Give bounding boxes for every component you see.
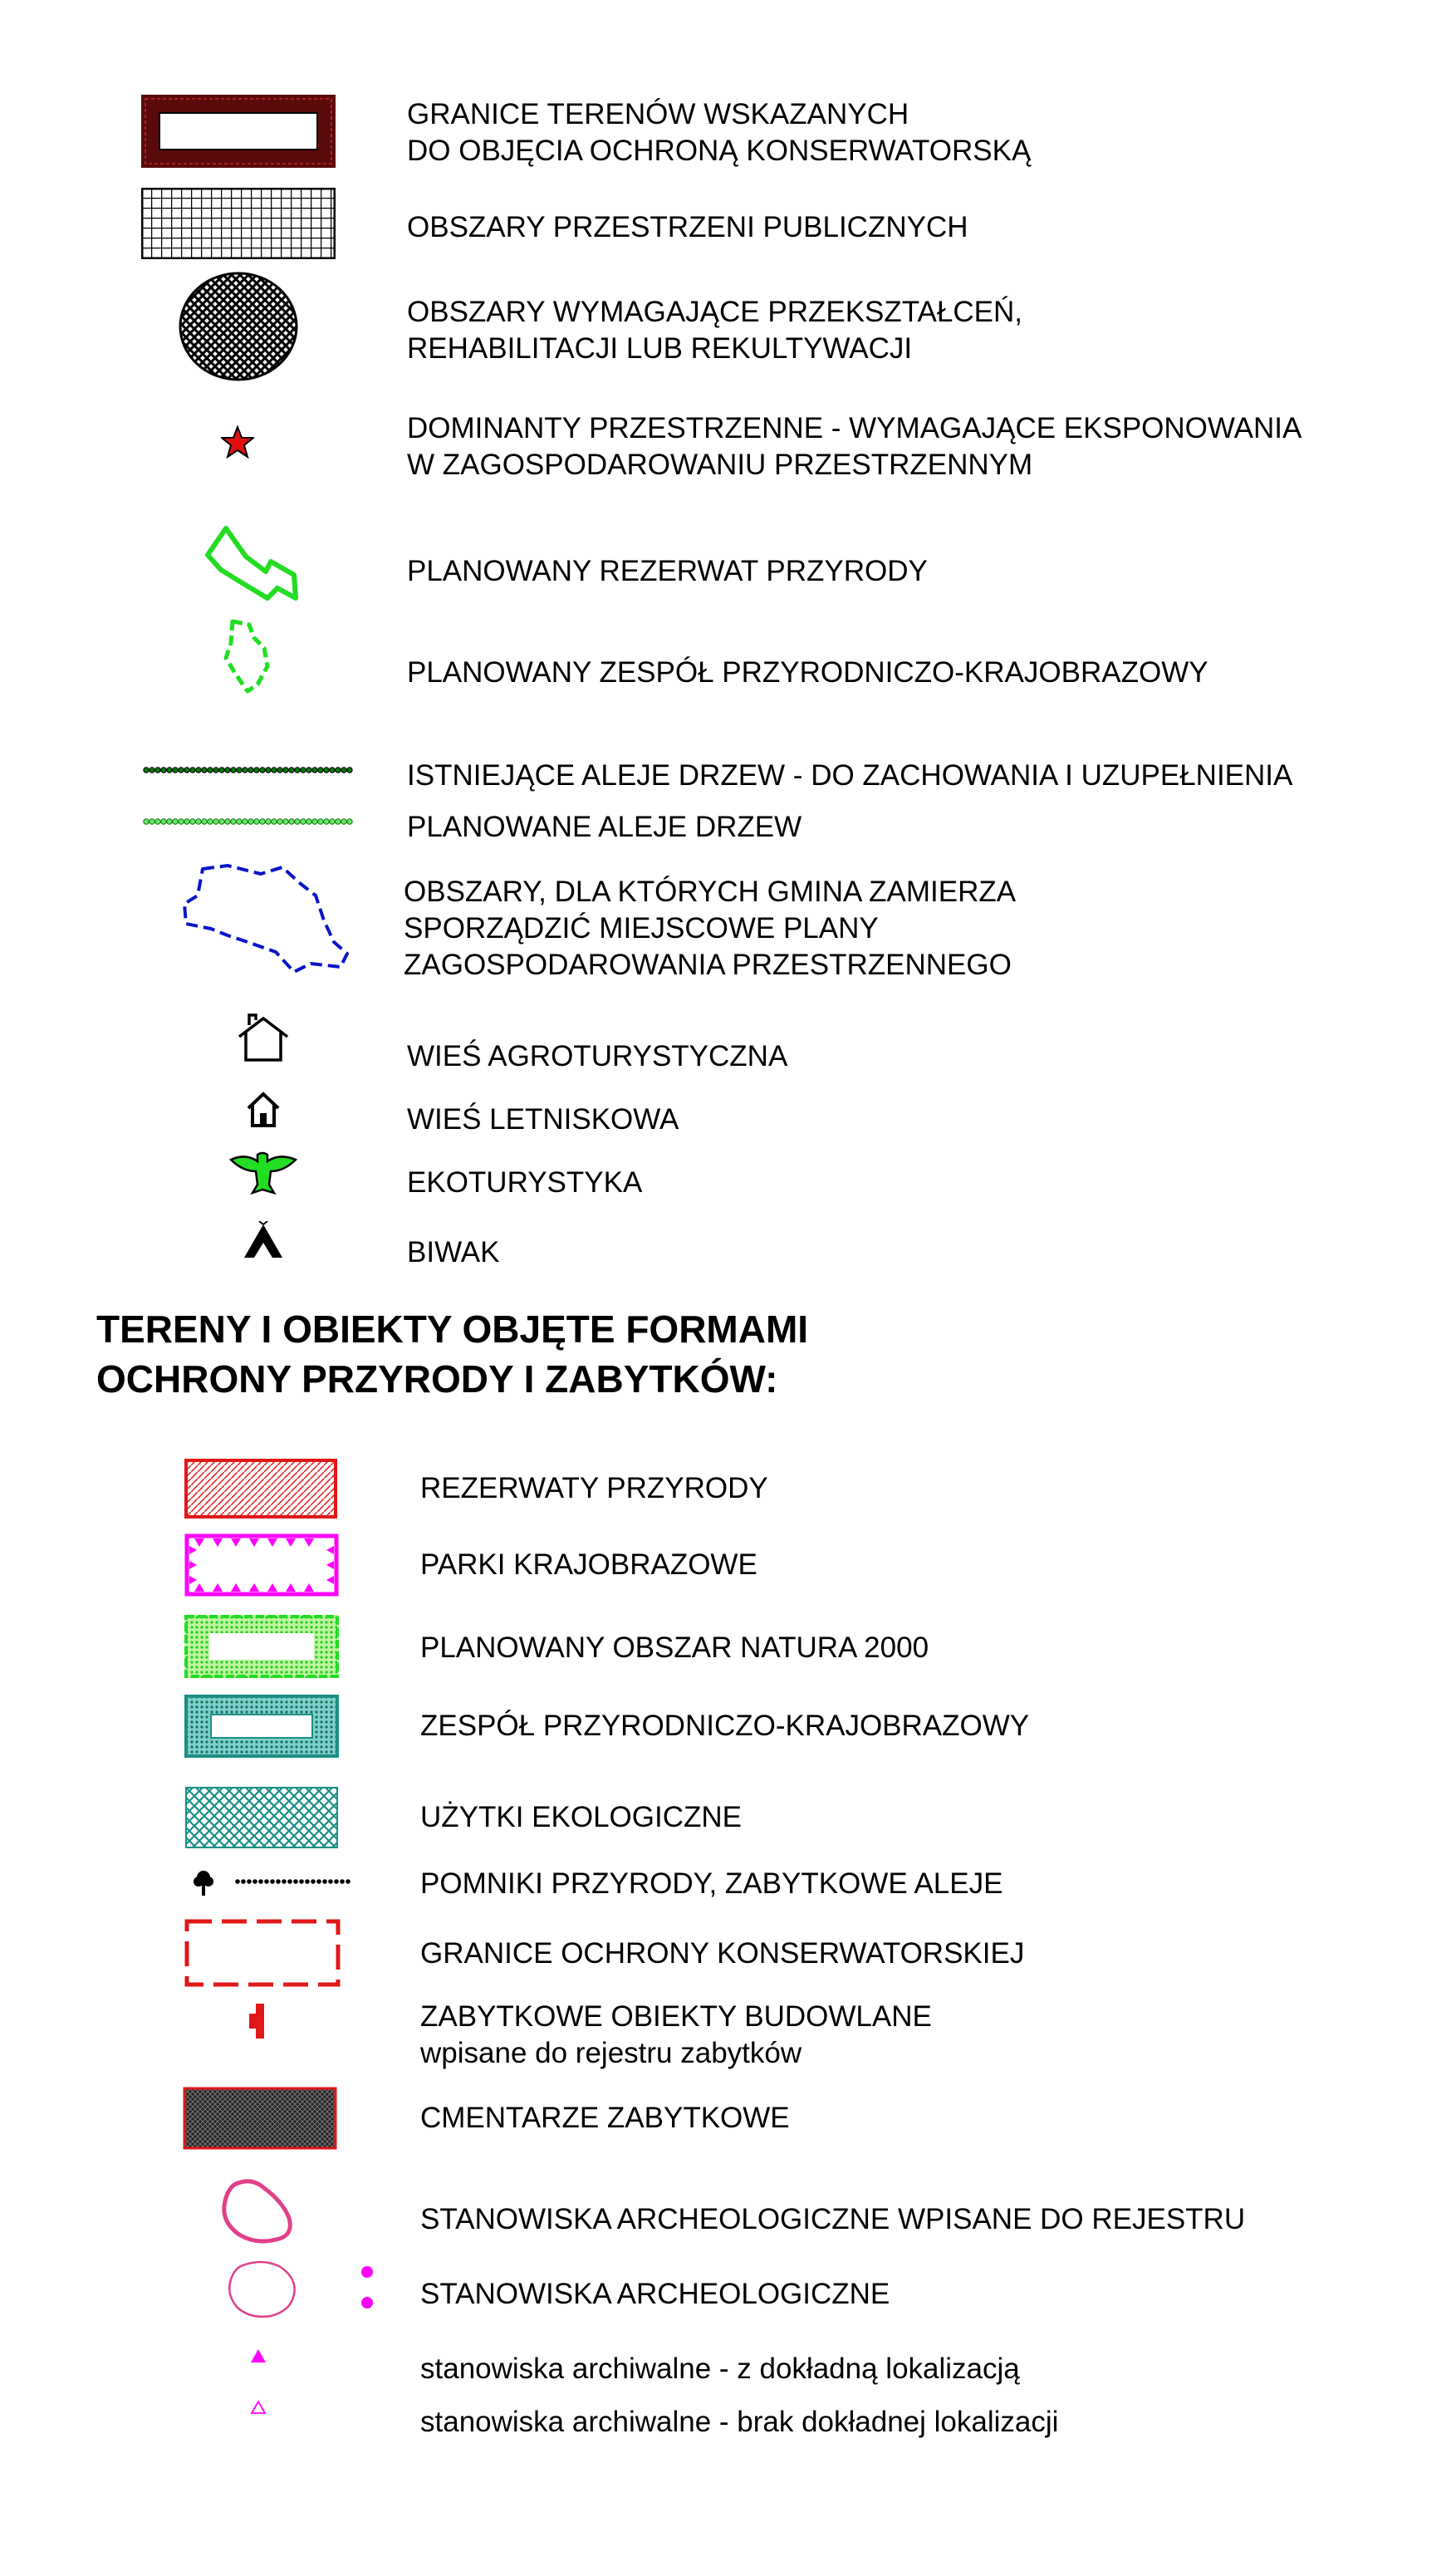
alley-dot: [190, 819, 195, 824]
alley-dot: [252, 1879, 257, 1884]
transformation-area-circle-symbol: [178, 271, 299, 382]
alley-dot: [213, 768, 218, 773]
alley-dot: [225, 819, 230, 824]
archival-exact-triangle-icon: [249, 2348, 267, 2364]
legend-label-transformation-areas: OBSZARY WYMAGAJĄCE PRZEKSZTAŁCEŃ, REHABILITACJI LUB REKULTYWACJI: [407, 296, 1022, 365]
alley-dot: [243, 768, 248, 773]
alley-dot: [184, 819, 189, 824]
alley-dot: [341, 768, 346, 773]
alley-dot: [289, 819, 294, 824]
conservation-protection-border-symbol: [184, 1919, 341, 1987]
historic-building-icon: [246, 2002, 271, 2040]
alley-dot: [316, 1879, 321, 1884]
alley-dot: [299, 1879, 304, 1884]
legend-label-spatial-dominants: DOMINANTY PRZESTRZENNE - WYMAGAJĄCE EKSPONOWANIA W ZAGOSPODAROWANIU PRZESTRZENNYM: [407, 412, 1302, 481]
alley-dot: [295, 819, 300, 824]
legend-label-registered-archaeological: STANOWISKA ARCHEOLOGICZNE WPISANE DO REJESTRU: [420, 2203, 1246, 2235]
alley-dot: [179, 768, 184, 773]
legend-label-landscape-complex: ZESPÓŁ PRZYRODNICZO-KRAJOBRAZOWY: [420, 1710, 1030, 1742]
archaeological-site-outline-icon: [224, 2256, 299, 2319]
alley-dot: [347, 819, 352, 824]
legend-label-archival-no-location: stanowiska archiwalne - brak dokładnej lokalizacji: [420, 2406, 1059, 2438]
alley-dot: [301, 819, 306, 824]
alley-dot: [260, 768, 265, 773]
alley-dot: [247, 1879, 252, 1884]
alley-dot: [258, 1879, 263, 1884]
alley-dot: [196, 768, 201, 773]
alley-dot: [231, 768, 236, 773]
alley-dot: [336, 768, 341, 773]
planned-landscape-complex-outline-icon: [218, 616, 281, 696]
alley-dot: [266, 768, 271, 773]
alley-dot: [277, 768, 282, 773]
alley-dot: [179, 819, 184, 824]
legend-label-archaeological-sites: STANOWISKA ARCHEOLOGICZNE: [420, 2278, 890, 2310]
legend-label-existing-alleys: ISTNIEJĄCE ALEJE DRZEW - DO ZACHOWANIA I UZUPEŁNIENIA: [407, 759, 1293, 792]
legend-label-bivouac: BIWAK: [407, 1236, 500, 1268]
historic-cemetery-symbol: [183, 2087, 337, 2150]
legend-label-natura-2000: PLANOWANY OBSZAR NATURA 2000: [420, 1631, 929, 1664]
alley-dot: [254, 768, 259, 773]
alley-dot: [196, 819, 201, 824]
alley-dot: [231, 819, 236, 824]
alley-dot: [301, 768, 306, 773]
alley-dot: [293, 1879, 298, 1884]
landscape-complex-symbol: [184, 1695, 339, 1758]
legend-label-planned-landscape-complex: PLANOWANY ZESPÓŁ PRZYRODNICZO-KRAJOBRAZOWY: [407, 656, 1208, 689]
alley-dot: [155, 819, 160, 824]
agrotourism-house-icon: [236, 1013, 291, 1063]
legend-label-nature-reserves: REZERWATY PRZYRODY: [420, 1472, 768, 1504]
alley-dot: [341, 819, 346, 824]
ecotourism-bird-icon: [229, 1151, 297, 1196]
natura-2000-symbol: [184, 1615, 339, 1678]
bivouac-tent-icon: [243, 1221, 284, 1261]
alley-dot: [173, 768, 178, 773]
alley-dot: [260, 819, 265, 824]
alley-dot: [324, 768, 329, 773]
alley-dot: [150, 819, 154, 824]
legend-label-historic-cemeteries: CMENTARZE ZABYTKOWE: [420, 2102, 790, 2134]
historic-alley-dotted-line: [234, 1872, 351, 1891]
alley-dot: [270, 1879, 275, 1884]
alley-dot: [283, 768, 288, 773]
archaeological-point-icon: [359, 2264, 375, 2311]
alley-dot: [336, 819, 341, 824]
summer-house-icon: [246, 1092, 281, 1128]
alley-dot: [272, 819, 277, 824]
alley-dot: [237, 768, 242, 773]
planned-tree-alley-line: [143, 814, 355, 829]
alley-dot: [295, 768, 300, 773]
local-plan-area-outline-icon: [178, 862, 351, 975]
alley-dot: [346, 1879, 351, 1884]
alley-dot: [330, 768, 335, 773]
alley-dot: [213, 819, 218, 824]
alley-dot: [219, 819, 224, 824]
legend-label-ecotourism: EKOTURYSTYKA: [407, 1166, 643, 1199]
red-star-icon: [221, 425, 254, 459]
conservation-area-border-symbol: [141, 95, 336, 168]
alley-dot: [144, 768, 149, 773]
alley-dot: [254, 819, 259, 824]
public-space-grid-symbol: [141, 188, 336, 259]
alley-dot: [277, 819, 282, 824]
nature-reserve-hatched-symbol: [184, 1459, 337, 1519]
alley-dot: [264, 1879, 269, 1884]
alley-dot: [208, 768, 213, 773]
alley-dot: [155, 768, 160, 773]
legend-label-public-spaces: OBSZARY PRZESTRZENI PUBLICZNYCH: [407, 211, 968, 243]
alley-dot: [202, 819, 207, 824]
alley-dot: [235, 1879, 240, 1884]
section-heading: TERENY I OBIEKTY OBJĘTE FORMAMI OCHRONY PRZYRODY I ZABYTKÓW:: [96, 1308, 809, 1401]
alley-dot: [202, 768, 207, 773]
alley-dot: [328, 1879, 333, 1884]
alley-dot: [312, 819, 317, 824]
registered-archaeological-outline-icon: [218, 2176, 297, 2246]
alley-dot: [190, 768, 195, 773]
existing-tree-alley-line: [143, 763, 355, 778]
alley-dot: [150, 768, 154, 773]
legend-label-planned-alleys: PLANOWANE ALEJE DRZEW: [407, 811, 802, 843]
legend-label-conservation-areas: GRANICE TERENÓW WSKAZANYCH DO OBJĘCIA OCHRONĄ KONSERWATORSKĄ: [407, 98, 1032, 167]
legend-label-landscape-parks: PARKI KRAJOBRAZOWE: [420, 1548, 757, 1581]
alley-dot: [283, 819, 288, 824]
archival-unlocated-triangle-icon: [249, 2399, 267, 2416]
alley-dot: [347, 768, 352, 773]
alley-dot: [272, 768, 277, 773]
alley-dot: [305, 1879, 310, 1884]
alley-dot: [312, 768, 317, 773]
legend-label-natural-monuments: POMNIKI PRZYRODY, ZABYTKOWE ALEJE: [420, 1867, 1003, 1900]
planned-reserve-outline-icon: [203, 523, 301, 603]
alley-dot: [266, 819, 271, 824]
alley-dot: [330, 819, 335, 824]
alley-dot: [248, 819, 253, 824]
alley-dot: [311, 1879, 316, 1884]
legend-label-agrotourism-village: WIEŚ AGROTURYSTYCZNA: [407, 1040, 788, 1072]
alley-dot: [167, 768, 172, 773]
legend-label-ecological-sites: UŻYTKI EKOLOGICZNE: [420, 1801, 742, 1833]
alley-dot: [243, 819, 248, 824]
legend-label-archival-exact: stanowiska archiwalne - z dokładną lokalizacją: [420, 2353, 1020, 2385]
alley-dot: [219, 768, 224, 773]
alley-dot: [282, 1879, 287, 1884]
landscape-park-symbol: [184, 1533, 339, 1597]
legend-label-summer-village: WIEŚ LETNISKOWA: [407, 1103, 679, 1136]
alley-dot: [340, 1879, 345, 1884]
alley-dot: [318, 819, 323, 824]
alley-dot: [322, 1879, 327, 1884]
alley-dot: [324, 819, 329, 824]
alley-dot: [318, 768, 323, 773]
alley-dot: [167, 819, 172, 824]
alley-dot: [248, 768, 253, 773]
alley-dot: [306, 819, 311, 824]
natural-monument-tree-icon: [193, 1869, 214, 1897]
legend-label-local-plans: OBSZARY, DLA KTÓRYCH GMINA ZAMIERZA SPORZĄDZIĆ MIEJSCOWE PLANY ZAGOSPODAROWANIA PRZESTRZENNEGO: [404, 876, 1017, 981]
alley-dot: [237, 819, 242, 824]
alley-dot: [144, 819, 149, 824]
alley-dot: [161, 819, 166, 824]
alley-dot: [208, 819, 213, 824]
alley-dot: [334, 1879, 339, 1884]
legend-label-conservation-borders: GRANICE OCHRONY KONSERWATORSKIEJ: [420, 1937, 1025, 1970]
alley-dot: [161, 768, 166, 773]
alley-dot: [184, 768, 189, 773]
alley-dot: [173, 819, 178, 824]
alley-dot: [306, 768, 311, 773]
ecological-site-symbol: [184, 1786, 339, 1849]
legend-label-historic-buildings: ZABYTKOWE OBIEKTY BUDOWLANE wpisane do rejestru zabytków: [420, 2000, 932, 2069]
alley-dot: [276, 1879, 281, 1884]
legend-label-planned-reserve: PLANOWANY REZERWAT PRZYRODY: [407, 555, 928, 587]
alley-dot: [289, 768, 294, 773]
alley-dot: [241, 1879, 246, 1884]
alley-dot: [225, 768, 230, 773]
alley-dot: [287, 1879, 292, 1884]
